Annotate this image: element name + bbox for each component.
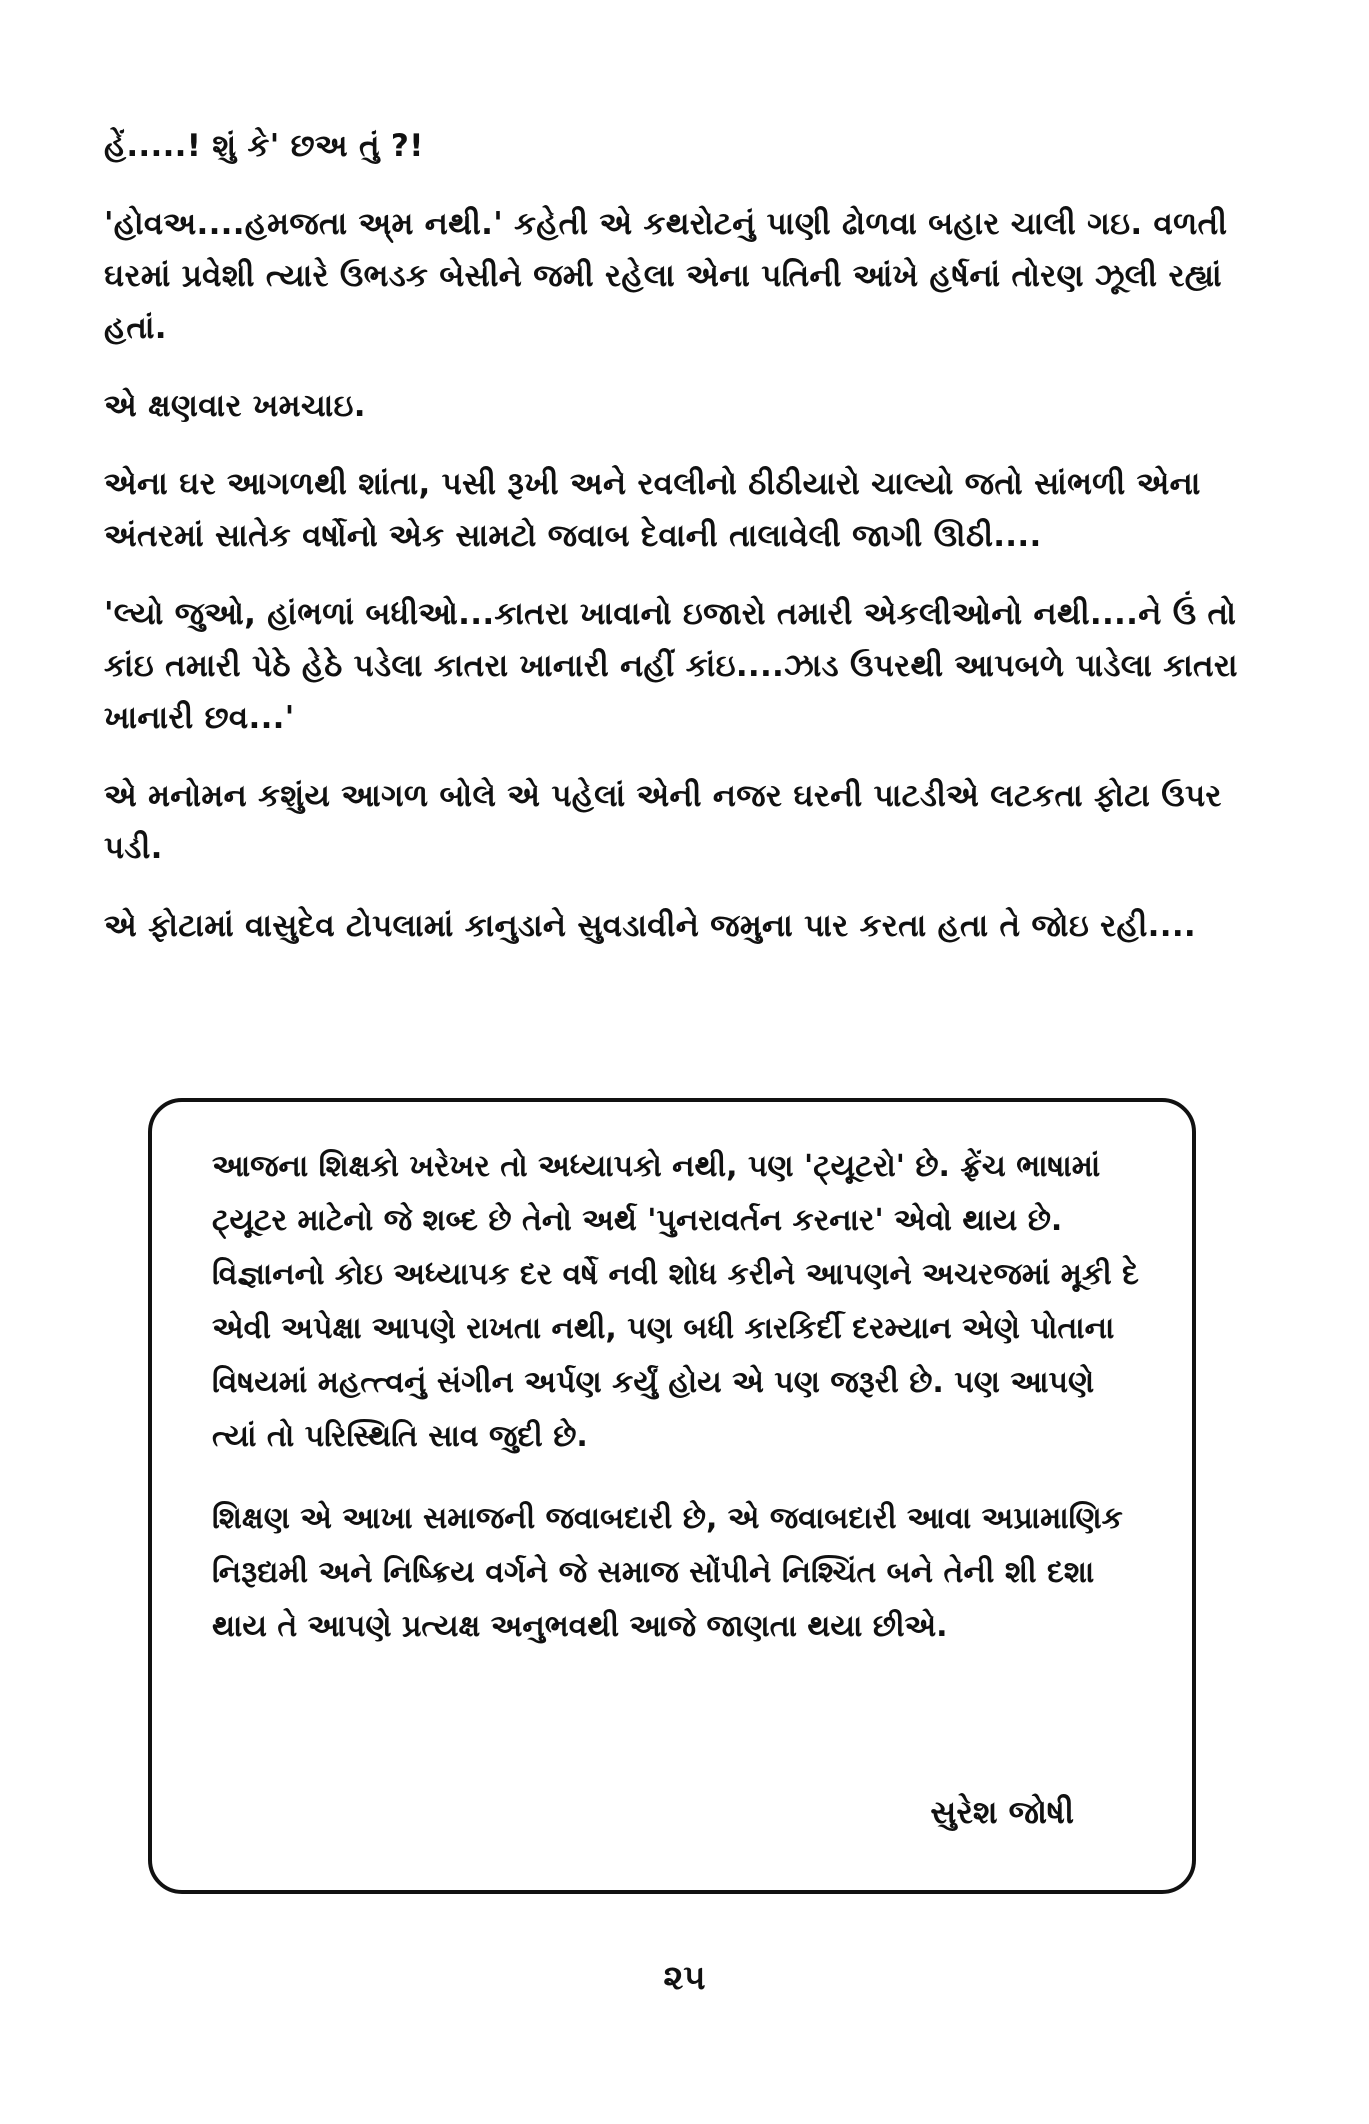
story-paragraph-2: 'હોવઅ....હમજતા અ્મ નથી.' કહેતી એ કથરોટનું પાણી ઢોળવા બહાર ચાલી ગઇ. વળતી ઘરમાં પ્રવેશી ત્યારે ઉભડક બેસીને જમી રહેલા એના પતિની આંખે હર્ષનાં તોરણ ઝૂલી રહ્યાં હતાં. xyxy=(104,206,1228,346)
story-paragraph-3: એ ક્ષણવાર ખમચાઇ. xyxy=(104,388,366,424)
story-paragraph-4: એના ઘર આગળથી શાંતા, પસી રૂખી અને રવલીનો ઠીઠીયારો ચાલ્યો જતો સાંભળી એના અંતરમાં સાતેક વર્ષોનો એક સામટો જવાબ દેવાની તાલાવેલી જાગી ઊઠી.... xyxy=(104,466,1201,554)
quote-text xyxy=(212,1140,1142,1682)
quote-box xyxy=(148,1098,1196,1894)
story-paragraph-5: 'લ્યો જુઓ, હાંભળાં બધીઓ...કાતરા ખાવાનો ઇજારો તમારી એકલીઓનો નથી....ને ઉં તો કાંઇ તમારી પેઠે હેઠે પડેલા કાતરા ખાનારી નહીં કાંઇ....ઝાડ ઉપરથી આપબળે પાડેલા કાતરા ખાનારી છવ...' xyxy=(104,596,1238,736)
page-number: ૨૫ xyxy=(663,1958,706,1998)
story-paragraph-7: એ ફોટામાં વાસુદેવ ટોપલામાં કાનુડાને સુવડાવીને જમુના પાર કરતા હતા તે જોઇ રહી.... xyxy=(104,908,1196,944)
quote-paragraph-2: શિક્ષણ એ આખા સમાજની જવાબદારી છે, એ જવાબદારી આવા અપ્રામાણિક નિરૂદ્યમી અને નિષ્ક્રિય વર્ગને જે સમાજ સોંપીને નિશ્ચિંત બને તેની શી દશા થાય તે આપણે પ્રત્યક્ષ અનુભવથી આજે જાણતા થયા છીએ. xyxy=(212,1501,1123,1644)
story-paragraph-6: એ મનોમન કશુંય આગળ બોલે એ પહેલાં એની નજર ઘરની પાટડીએ લટકતા ફોટા ઉપર પડી. xyxy=(104,778,1222,866)
story-text xyxy=(104,120,1254,978)
quote-paragraph-1: આજના શિક્ષકો ખરેખર તો અધ્યાપકો નથી, પણ 'ટ્યૂટરો' છે. ફ્રેંચ ભાષામાં ટ્યૂટર માટેનો જે શબ્દ છે તેનો અર્થ 'પુનરાવર્તન કરનાર' એવો થાય છે. વિજ્ઞાનનો કોઇ અધ્યાપક દર વર્ષે નવી શોધ કરીને આપણને અચરજમાં મૂકી દે એવી અપેક્ષા આપણે રાખતા નથી, પણ બધી કારકિર્દી દરમ્યાન એણે પોતાના વિષયમાં મહત્ત્વનું સંગીન અર્પણ કર્યું હોય એ પણ જરૂરી છે. પણ આપણે ત્યાં તો પરિસ્થિતિ સાવ જુદી છે. xyxy=(212,1149,1139,1454)
quote-author: સુરેશ જોષી xyxy=(930,1793,1074,1831)
story-paragraph-1: હેં.....! શું કે' છઅ તું ?! xyxy=(104,128,424,164)
